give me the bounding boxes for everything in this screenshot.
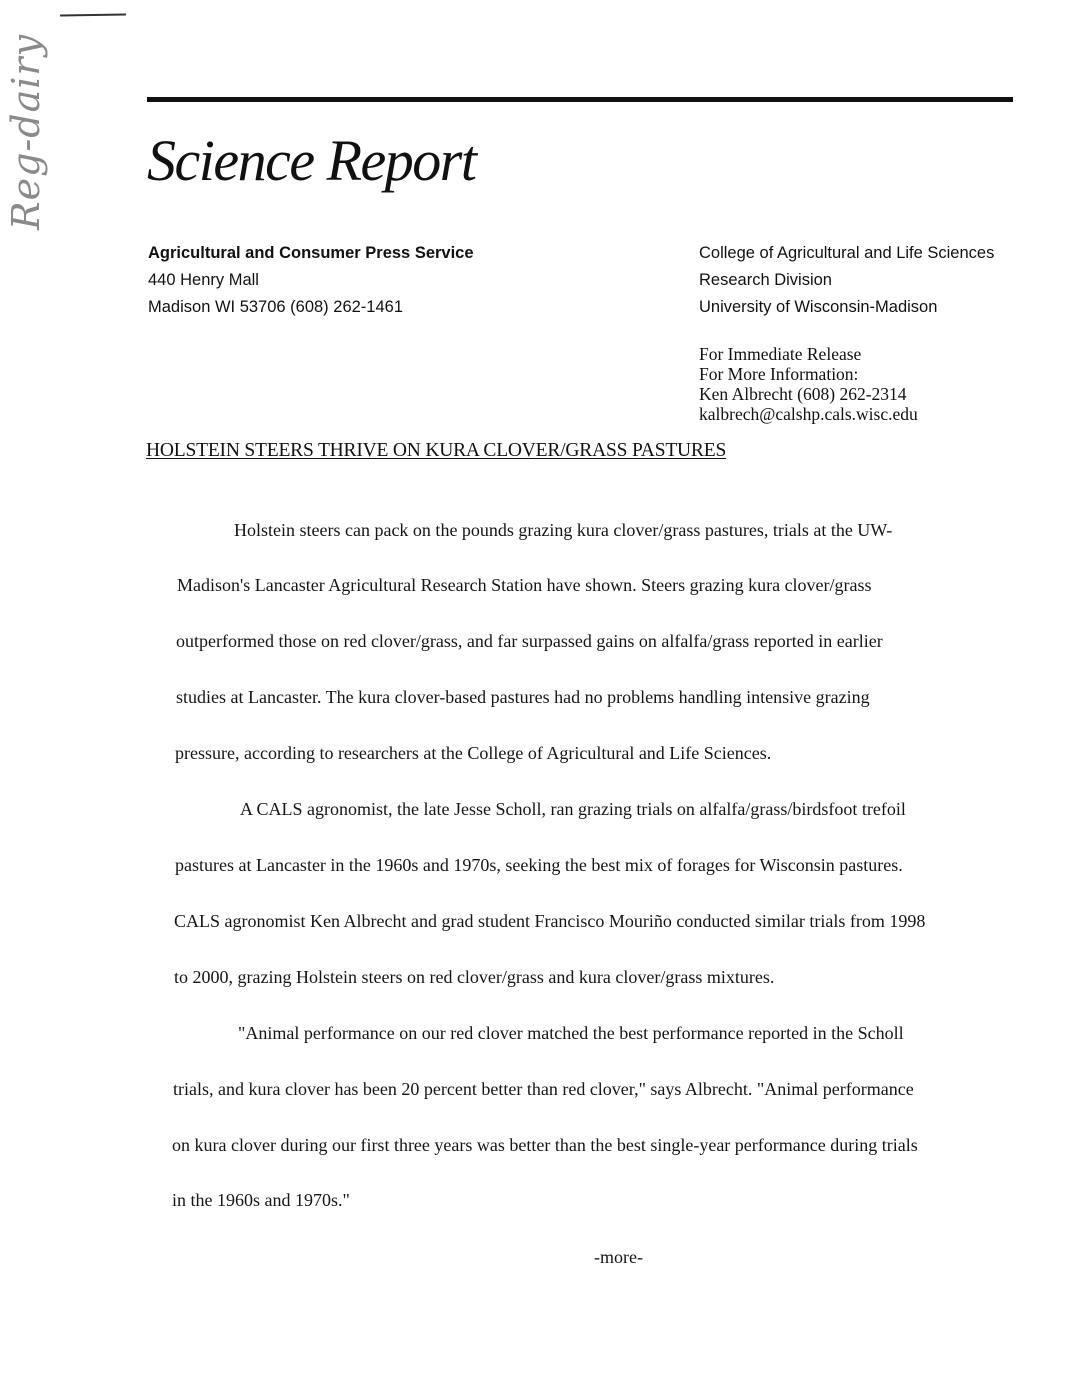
division-name: Research Division — [699, 271, 832, 289]
header-rule — [147, 97, 1013, 102]
body-line: studies at Lancaster. The kura clover-based pastures had no problems handling intensive grazing — [176, 687, 870, 707]
press-service-street: 440 Henry Mall — [148, 271, 259, 289]
article-headline: HOLSTEIN STEERS THRIVE ON KURA CLOVER/GRASS PASTURES — [146, 440, 727, 461]
margin-pen-mark — [60, 14, 126, 17]
contact-email: kalbrech@calshp.cals.wisc.edu — [699, 404, 918, 424]
body-line: A CALS agronomist, the late Jesse Scholl, ran grazing trials on alfalfa/grass/birdsfoot trefoil — [240, 799, 906, 819]
body-line: pastures at Lancaster in the 1960s and 1970s, seeking the best mix of forages for Wisconsin pastures. — [175, 855, 903, 875]
body-line: trials, and kura clover has been 20 percent better than red clover," says Albrecht. "Animal performance — [173, 1079, 914, 1099]
college-address — [699, 240, 994, 321]
release-status: For Immediate Release — [699, 344, 862, 364]
university-name: University of Wisconsin-Madison — [699, 298, 938, 316]
page-title: Science Report — [147, 128, 476, 193]
body-line: Madison's Lancaster Agricultural Research Station have shown. Steers grazing kura clover/grass — [177, 575, 872, 595]
college-name: College of Agricultural and Life Sciences — [699, 244, 995, 262]
body-line: pressure, according to researchers at the College of Agricultural and Life Sciences. — [175, 743, 772, 763]
more-info-label: For More Information: — [699, 364, 859, 384]
body-line: to 2000, grazing Holstein steers on red clover/grass and kura clover/grass mixtures. — [174, 967, 775, 987]
continued-marker: -more- — [594, 1247, 643, 1267]
body-line: in the 1960s and 1970s." — [172, 1190, 350, 1210]
press-service-address — [148, 240, 474, 321]
release-info — [699, 344, 918, 424]
body-line: CALS agronomist Ken Albrecht and grad student Francisco Mouriño conducted similar trials from 1998 — [174, 911, 926, 931]
body-line: outperformed those on red clover/grass, and far surpassed gains on alfalfa/grass reported in earlier — [176, 631, 883, 651]
press-service-city: Madison WI 53706 (608) 262-1461 — [148, 298, 403, 316]
body-line: "Animal performance on our red clover matched the best performance reported in the Scholl — [238, 1023, 904, 1043]
body-line: on kura clover during our first three years was better than the best single-year performance during trials — [172, 1135, 918, 1155]
contact-name-phone: Ken Albrecht (608) 262-2314 — [699, 384, 907, 404]
handwritten-margin-note: Reg-dairy — [4, 33, 48, 230]
body-line: Holstein steers can pack on the pounds grazing kura clover/grass pastures, trials at the UW- — [234, 520, 893, 540]
press-service-name: Agricultural and Consumer Press Service — [148, 244, 474, 262]
